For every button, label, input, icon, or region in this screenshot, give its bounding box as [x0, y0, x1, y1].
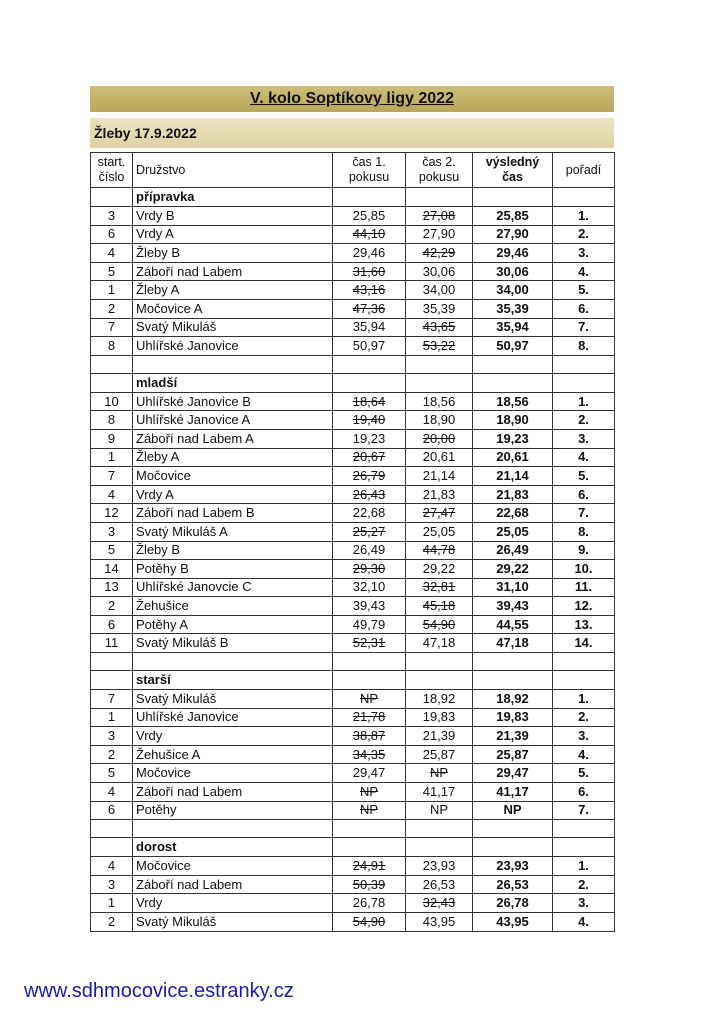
table-row [91, 225, 615, 244]
rank: 1. [553, 392, 615, 411]
results-table [90, 152, 615, 932]
team-name: Záboří nad Labem [133, 783, 333, 802]
result-time: 43,95 [473, 913, 553, 932]
spacer-row [91, 653, 615, 671]
run2-time: 43,65 [406, 318, 473, 337]
team-name: Vrdy [133, 894, 333, 913]
rank: 3. [553, 244, 615, 263]
table-row [91, 244, 615, 263]
rank: 8. [553, 337, 615, 356]
rank: 3. [553, 727, 615, 746]
run1-time: NP [333, 783, 406, 802]
empty-cell [133, 820, 333, 838]
start-number: 10 [91, 392, 133, 411]
category-name: přípravka [133, 188, 333, 207]
result-time: 30,06 [473, 262, 553, 281]
empty-cell [133, 355, 333, 373]
start-number: 6 [91, 801, 133, 820]
category-row [91, 373, 615, 392]
run1-time: 29,46 [333, 244, 406, 263]
result-time: 27,90 [473, 225, 553, 244]
team-name: Svatý Mikuláš [133, 913, 333, 932]
category-name: starší [133, 671, 333, 690]
category-row [91, 188, 615, 207]
run1-time: 47,36 [333, 299, 406, 318]
table-row [91, 615, 615, 634]
table-row [91, 318, 615, 337]
rank: 8. [553, 522, 615, 541]
result-time: 50,97 [473, 337, 553, 356]
table-row [91, 281, 615, 300]
result-time: 29,22 [473, 560, 553, 579]
empty-cell [333, 671, 406, 690]
start-number: 2 [91, 299, 133, 318]
table-row [91, 913, 615, 932]
empty-cell [91, 373, 133, 392]
spacer-row [91, 355, 615, 373]
team-name: Žleby B [133, 541, 333, 560]
table-row [91, 411, 615, 430]
result-time: 19,23 [473, 429, 553, 448]
start-number: 9 [91, 429, 133, 448]
run1-time: 20,67 [333, 448, 406, 467]
start-number: 5 [91, 764, 133, 783]
result-time: 18,56 [473, 392, 553, 411]
team-name: Močovice [133, 467, 333, 486]
empty-cell [91, 188, 133, 207]
rank: 1. [553, 207, 615, 226]
empty-cell [406, 355, 473, 373]
start-number: 2 [91, 597, 133, 616]
run2-time: NP [406, 801, 473, 820]
team-name: Žehušice A [133, 745, 333, 764]
empty-cell [91, 671, 133, 690]
table-row [91, 392, 615, 411]
team-name: Močovice [133, 764, 333, 783]
start-number: 4 [91, 244, 133, 263]
empty-cell [406, 820, 473, 838]
table-row [91, 207, 615, 226]
rank: 10. [553, 560, 615, 579]
result-time: 34,00 [473, 281, 553, 300]
start-number: 7 [91, 318, 133, 337]
empty-cell [333, 355, 406, 373]
empty-cell [473, 373, 553, 392]
rank: 3. [553, 429, 615, 448]
run1-time: 50,97 [333, 337, 406, 356]
table-row [91, 801, 615, 820]
team-name: Svatý Mikuláš A [133, 522, 333, 541]
run2-time: 32,81 [406, 578, 473, 597]
result-time: 22,68 [473, 504, 553, 523]
team-name: Vrdy [133, 727, 333, 746]
empty-cell [473, 653, 553, 671]
result-time: 26,49 [473, 541, 553, 560]
start-number: 4 [91, 485, 133, 504]
run2-time: 21,14 [406, 467, 473, 486]
header-rank: pořadí [553, 153, 615, 188]
category-row [91, 671, 615, 690]
run2-time: 53,22 [406, 337, 473, 356]
team-name: Uhlířské Janovice [133, 708, 333, 727]
table-row [91, 560, 615, 579]
start-number: 3 [91, 727, 133, 746]
run1-time: 29,47 [333, 764, 406, 783]
table-row [91, 504, 615, 523]
team-name: Žehušice [133, 597, 333, 616]
page-title: V. kolo Soptíkovy ligy 2022 [90, 86, 614, 112]
run1-time: 26,79 [333, 467, 406, 486]
table-row [91, 857, 615, 876]
run2-time: 21,39 [406, 727, 473, 746]
run1-time: NP [333, 801, 406, 820]
table-row [91, 448, 615, 467]
run2-time: 27,47 [406, 504, 473, 523]
run2-time: 25,05 [406, 522, 473, 541]
run2-time: 45,18 [406, 597, 473, 616]
run1-time: 31,60 [333, 262, 406, 281]
start-number: 2 [91, 745, 133, 764]
start-number: 6 [91, 225, 133, 244]
run1-time: 54,90 [333, 913, 406, 932]
run1-time: 32,10 [333, 578, 406, 597]
run2-time: 20,00 [406, 429, 473, 448]
empty-cell [406, 653, 473, 671]
team-name: Záboří nad Labem A [133, 429, 333, 448]
table-row [91, 745, 615, 764]
team-name: Vrdy A [133, 485, 333, 504]
spacer-row [91, 820, 615, 838]
run1-time: 35,94 [333, 318, 406, 337]
rank: 6. [553, 485, 615, 504]
run2-time: 35,39 [406, 299, 473, 318]
team-name: Svatý Mikuláš [133, 690, 333, 709]
result-time: 41,17 [473, 783, 553, 802]
rank: 2. [553, 225, 615, 244]
table-row [91, 875, 615, 894]
team-name: Vrdy B [133, 207, 333, 226]
empty-cell [91, 653, 133, 671]
team-name: Potěhy A [133, 615, 333, 634]
run2-time: NP [406, 764, 473, 783]
run2-time: 41,17 [406, 783, 473, 802]
result-time: 18,90 [473, 411, 553, 430]
empty-cell [553, 838, 615, 857]
start-number: 6 [91, 615, 133, 634]
header-run1: čas 1. pokusu [333, 153, 406, 188]
run2-time: 26,53 [406, 875, 473, 894]
run1-time: 24,91 [333, 857, 406, 876]
start-number: 3 [91, 207, 133, 226]
header-team: Družstvo [133, 153, 333, 188]
table-row [91, 262, 615, 281]
team-name: Potěhy B [133, 560, 333, 579]
team-name: Uhlířské Janovice B [133, 392, 333, 411]
result-time: 20,61 [473, 448, 553, 467]
team-name: Záboří nad Labem [133, 875, 333, 894]
start-number: 14 [91, 560, 133, 579]
run1-time: 19,23 [333, 429, 406, 448]
rank: 7. [553, 504, 615, 523]
result-time: NP [473, 801, 553, 820]
table-row [91, 727, 615, 746]
run2-time: 21,83 [406, 485, 473, 504]
table-row [91, 634, 615, 653]
table-row [91, 578, 615, 597]
run1-time: 43,16 [333, 281, 406, 300]
table-row [91, 764, 615, 783]
run1-time: 38,87 [333, 727, 406, 746]
table-row [91, 541, 615, 560]
run2-time: 42,29 [406, 244, 473, 263]
run2-time: 18,90 [406, 411, 473, 430]
run2-time: 34,00 [406, 281, 473, 300]
rank: 9. [553, 541, 615, 560]
run1-time: 52,31 [333, 634, 406, 653]
start-number: 4 [91, 857, 133, 876]
empty-cell [91, 820, 133, 838]
empty-cell [333, 188, 406, 207]
empty-cell [333, 653, 406, 671]
rank: 3. [553, 894, 615, 913]
run1-time: 25,27 [333, 522, 406, 541]
run1-time: NP [333, 690, 406, 709]
empty-cell [91, 355, 133, 373]
start-number: 1 [91, 708, 133, 727]
team-name: Žleby A [133, 448, 333, 467]
result-time: 21,14 [473, 467, 553, 486]
run2-time: 29,22 [406, 560, 473, 579]
result-time: 18,92 [473, 690, 553, 709]
start-number: 3 [91, 522, 133, 541]
empty-cell [406, 838, 473, 857]
start-number: 5 [91, 262, 133, 281]
rank: 4. [553, 745, 615, 764]
rank: 4. [553, 262, 615, 281]
empty-cell [406, 373, 473, 392]
table-row [91, 299, 615, 318]
rank: 6. [553, 299, 615, 318]
start-number: 11 [91, 634, 133, 653]
empty-cell [553, 373, 615, 392]
empty-cell [553, 355, 615, 373]
table-row [91, 783, 615, 802]
website-link[interactable]: www.sdhmocovice.estranky.cz [24, 980, 294, 1002]
empty-cell [406, 671, 473, 690]
rank: 2. [553, 708, 615, 727]
run1-time: 26,49 [333, 541, 406, 560]
result-time: 25,87 [473, 745, 553, 764]
team-name: Svatý Mikuláš [133, 318, 333, 337]
team-name: Potěhy [133, 801, 333, 820]
start-number: 4 [91, 783, 133, 802]
result-time: 19,83 [473, 708, 553, 727]
empty-cell [333, 838, 406, 857]
header-result: výsledný čas [473, 153, 553, 188]
result-time: 35,39 [473, 299, 553, 318]
run2-time: 25,87 [406, 745, 473, 764]
rank: 13. [553, 615, 615, 634]
result-time: 26,78 [473, 894, 553, 913]
run2-time: 27,08 [406, 207, 473, 226]
rank: 7. [553, 318, 615, 337]
result-time: 29,47 [473, 764, 553, 783]
rank: 4. [553, 448, 615, 467]
table-row [91, 467, 615, 486]
header-run2: čas 2. pokusu [406, 153, 473, 188]
run2-time: 43,95 [406, 913, 473, 932]
run1-time: 21,78 [333, 708, 406, 727]
run2-time: 23,93 [406, 857, 473, 876]
start-number: 5 [91, 541, 133, 560]
empty-cell [473, 188, 553, 207]
empty-cell [553, 671, 615, 690]
table-row [91, 690, 615, 709]
empty-cell [333, 820, 406, 838]
empty-cell [553, 820, 615, 838]
run2-time: 30,06 [406, 262, 473, 281]
start-number: 1 [91, 894, 133, 913]
run1-time: 34,35 [333, 745, 406, 764]
rank: 1. [553, 690, 615, 709]
empty-cell [333, 373, 406, 392]
table-header-row [91, 153, 615, 188]
category-name: mladší [133, 373, 333, 392]
team-name: Močovice A [133, 299, 333, 318]
table-row [91, 485, 615, 504]
start-number: 1 [91, 281, 133, 300]
run2-time: 27,90 [406, 225, 473, 244]
empty-cell [91, 838, 133, 857]
run2-time: 18,56 [406, 392, 473, 411]
rank: 11. [553, 578, 615, 597]
header-start-number: start. číslo [91, 153, 133, 188]
team-name: Žleby A [133, 281, 333, 300]
category-row [91, 838, 615, 857]
run1-time: 29,30 [333, 560, 406, 579]
rank: 4. [553, 913, 615, 932]
team-name: Močovice [133, 857, 333, 876]
run1-time: 26,78 [333, 894, 406, 913]
start-number: 7 [91, 467, 133, 486]
rank: 2. [553, 875, 615, 894]
start-number: 13 [91, 578, 133, 597]
table-body [91, 188, 615, 932]
table-row [91, 708, 615, 727]
rank: 2. [553, 411, 615, 430]
run2-time: 20,61 [406, 448, 473, 467]
run2-time: 54,90 [406, 615, 473, 634]
run1-time: 39,43 [333, 597, 406, 616]
rank: 12. [553, 597, 615, 616]
empty-cell [406, 188, 473, 207]
result-time: 39,43 [473, 597, 553, 616]
start-number: 12 [91, 504, 133, 523]
run1-time: 44,10 [333, 225, 406, 244]
empty-cell [473, 355, 553, 373]
start-number: 8 [91, 337, 133, 356]
run1-time: 50,39 [333, 875, 406, 894]
start-number: 8 [91, 411, 133, 430]
result-time: 44,55 [473, 615, 553, 634]
run2-time: 19,83 [406, 708, 473, 727]
team-name: Vrdy A [133, 225, 333, 244]
table-row [91, 337, 615, 356]
run2-time: 47,18 [406, 634, 473, 653]
empty-cell [473, 671, 553, 690]
team-name: Uhlířské Janovice [133, 337, 333, 356]
run1-time: 22,68 [333, 504, 406, 523]
start-number: 3 [91, 875, 133, 894]
rank: 5. [553, 764, 615, 783]
run2-time: 18,92 [406, 690, 473, 709]
empty-cell [473, 838, 553, 857]
table-row [91, 894, 615, 913]
result-time: 21,83 [473, 485, 553, 504]
empty-cell [553, 188, 615, 207]
rank: 5. [553, 281, 615, 300]
result-time: 31,10 [473, 578, 553, 597]
result-time: 47,18 [473, 634, 553, 653]
table-row [91, 597, 615, 616]
run1-time: 19,40 [333, 411, 406, 430]
rank: 5. [553, 467, 615, 486]
team-name: Uhlířské Janovcie C [133, 578, 333, 597]
result-time: 29,46 [473, 244, 553, 263]
result-time: 35,94 [473, 318, 553, 337]
run2-time: 44,78 [406, 541, 473, 560]
result-time: 25,85 [473, 207, 553, 226]
rank: 6. [553, 783, 615, 802]
empty-cell [133, 653, 333, 671]
start-number: 7 [91, 690, 133, 709]
empty-cell [553, 653, 615, 671]
rank: 7. [553, 801, 615, 820]
team-name: Záboří nad Labem [133, 262, 333, 281]
run1-time: 49,79 [333, 615, 406, 634]
category-name: dorost [133, 838, 333, 857]
table-row [91, 429, 615, 448]
empty-cell [473, 820, 553, 838]
table-row [91, 522, 615, 541]
run1-time: 18,64 [333, 392, 406, 411]
result-time: 21,39 [473, 727, 553, 746]
rank: 14. [553, 634, 615, 653]
result-time: 23,93 [473, 857, 553, 876]
result-time: 25,05 [473, 522, 553, 541]
team-name: Svatý Mikuláš B [133, 634, 333, 653]
start-number: 2 [91, 913, 133, 932]
rank: 1. [553, 857, 615, 876]
run1-time: 26,43 [333, 485, 406, 504]
team-name: Záboří nad Labem B [133, 504, 333, 523]
run1-time: 25,85 [333, 207, 406, 226]
team-name: Žleby B [133, 244, 333, 263]
team-name: Uhlířské Janovice A [133, 411, 333, 430]
start-number: 1 [91, 448, 133, 467]
result-time: 26,53 [473, 875, 553, 894]
event-date-location: Žleby 17.9.2022 [90, 118, 614, 148]
run2-time: 32,43 [406, 894, 473, 913]
